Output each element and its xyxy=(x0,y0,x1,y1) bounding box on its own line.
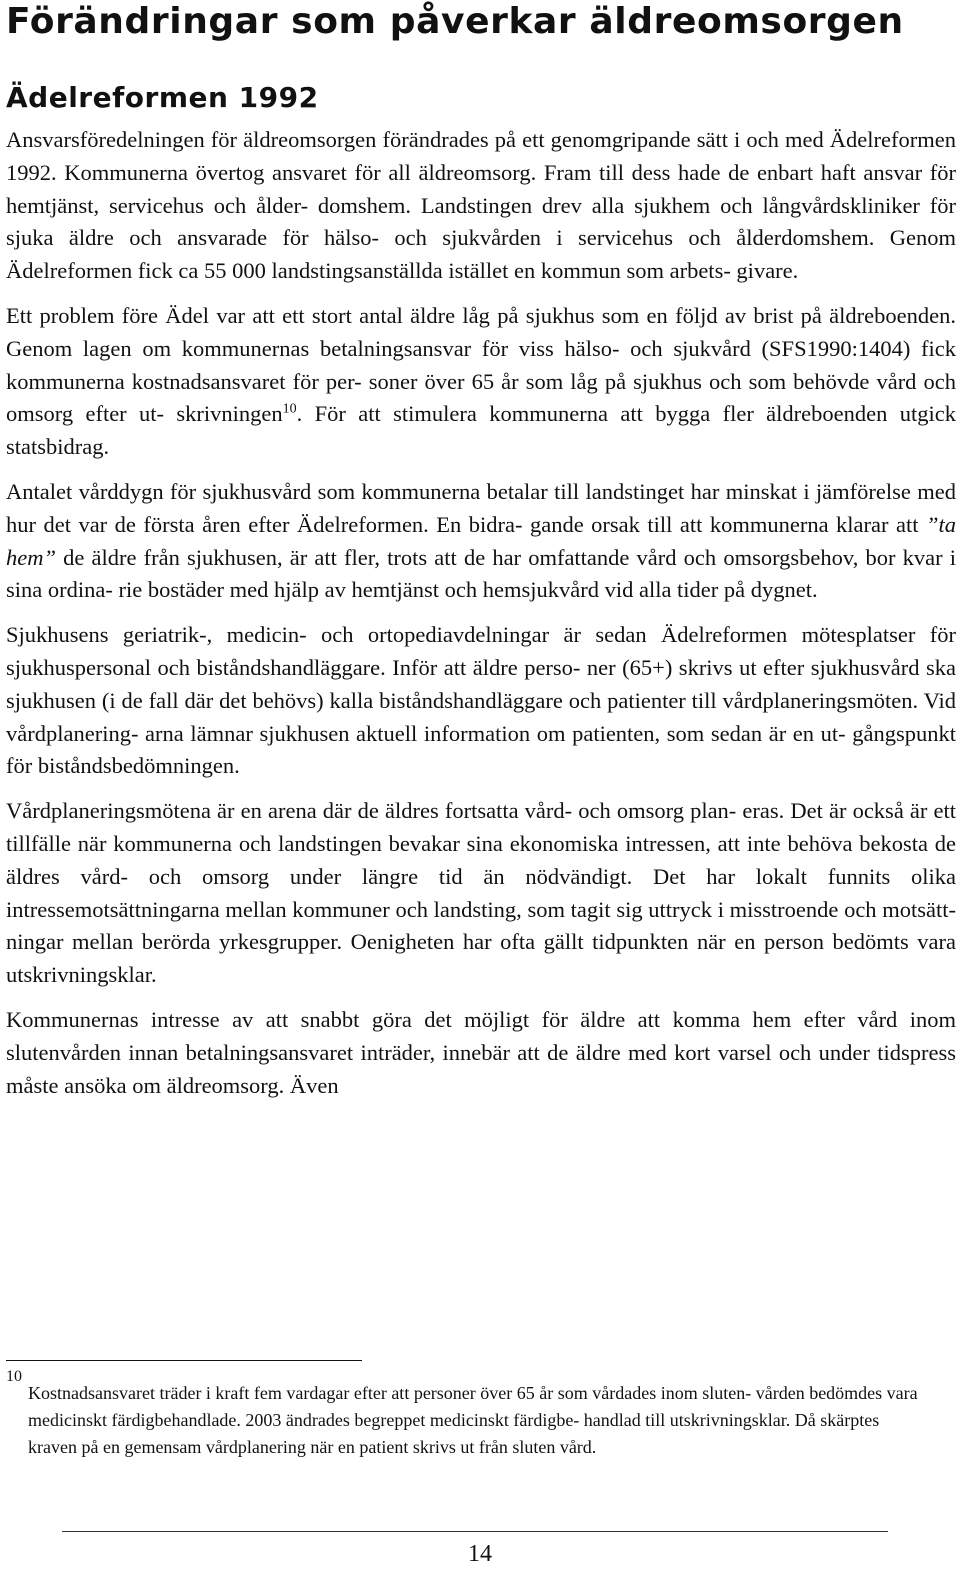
paragraph-1 xyxy=(6,124,956,288)
page-number: 14 xyxy=(468,1541,492,1567)
paragraph-2 xyxy=(6,300,956,464)
footer-rule xyxy=(62,1531,888,1532)
paragraph-3 xyxy=(6,476,956,607)
paragraph-3-quoted: ”ta hem” xyxy=(6,511,956,570)
footnote-reference: 10 xyxy=(282,401,297,417)
paragraph-4-text: Sjukhusens geriatrik-, medicin- och ortopediavdelningar är sedan Ädelreformen mötesplatser för sjukhuspersonal och biståndshandläggare. Inför att äldre perso- ner (65+) skrivs ut efter sjukhusvård ska sjukhusen (i de fall där det behövs) kalla biståndshandläggare och patienter till vårdplaneringsmöten. Vid vårdplanering- arna lämnar sjukhusen aktuell information om patienten, som sedan är en ut- gångspunkt för biståndsbedömningen. xyxy=(6,622,956,779)
footnote xyxy=(6,1370,931,1461)
paragraph-3-text-after: de äldre från sjukhusen, är att fler, trots att de har omfattande vård och omsorgsbehov, bor kvar i sina ordina- rie bostäder med hjälp av hemtjänst och hemsjukvård vid alla tider på dygnet. xyxy=(6,544,956,603)
section-heading: Ädelreformen 1992 xyxy=(6,81,319,114)
paragraph-5 xyxy=(6,795,956,992)
body-text xyxy=(6,124,956,1114)
footnote-text: Kostnadsansvaret träder i kraft fem vardagar efter att personer över 65 år som vårdades inom sluten- vården bedömdes vara medicinskt färdigbehandlade. 2003 ändrades begreppet medicinskt färdigbe- handlad till utskrivningsklar. Då skärptes kraven på en gemensam vårdplanering när en patient skrivs ut från sluten vård. xyxy=(28,1383,918,1457)
footnote-number: 10 xyxy=(6,1368,22,1385)
paragraph-6 xyxy=(6,1004,956,1102)
footnote-body xyxy=(6,1370,931,1461)
paragraph-2-text-after: . För att stimulera kommunerna att bygga fler äldreboenden utgick statsbidrag. xyxy=(6,401,956,460)
paragraph-2-text-before: Ett problem före Ädel var att ett stort antal äldre låg på sjukhus som en följd av brist på äldreboenden. Genom lagen om kommunernas betalningsansvar för viss hälso- och sjukvård (SFS1990:1404) fick kommunerna kostnadsansvaret för per- soner över 65 år som låg på sjukhus och som behövde vård och omsorg efter ut- skrivningen xyxy=(6,302,956,427)
paragraph-4 xyxy=(6,619,956,783)
paragraph-3-text-before: Antalet vårddygn för sjukhusvård som kommunerna betalar till landstinget har minskat i jämförelse med hur det var de första åren efter Ädelreformen. En bidra- gande orsak till att kommunerna klarar att xyxy=(6,478,956,537)
paragraph-6-text: Kommunernas intresse av att snabbt göra det möjligt för äldre att komma hem efter vård inom slutenvården innan betalningsansvaret inträder, innebär att de äldre med kort varsel och under tidspress måste ansöka om äldreomsorg. Även xyxy=(6,1006,956,1098)
paragraph-5-text: Vårdplaneringsmötena är en arena där de äldres fortsatta vård- och omsorg plan- eras. Det är också är ett tillfälle när kommunerna och landstingen bevakar sina ekonomiska intressen, att inte behöva bekosta de äldres vård- och omsorg under längre tid än nödvändigt. Det har lokalt funnits olika intressemotsättningarna mellan kommuner och landsting, som tagit sig uttryck i misstroende och motsätt- ningar mellan berörda yrkesgrupper. Oenigheten har ofta gällt tidpunkten när en person bedömts vara utskrivningsklar. xyxy=(6,798,956,988)
footnote-separator xyxy=(6,1360,362,1361)
paragraph-1-text: Ansvarsföredelningen för äldreomsorgen förändrades på ett genomgripande sätt i och med Ädelreformen 1992. Kommunerna övertog ansvaret för all äldreomsorg. Fram till dess hade de enbart haft ansvar för hemtjänst, servicehus och ålder- domshem. Landstingen drev alla sjukhem och långvårdskliniker för sjuka äldre och ansvarade för hälso- och sjukvården i servicehus och ålderdomshem. Genom Ädelreformen fick ca 55 000 landstingsanställda istället en kommun som arbets- givare. xyxy=(6,127,956,284)
page-heading: Förändringar som påverkar äldreomsorgen xyxy=(6,1,904,42)
